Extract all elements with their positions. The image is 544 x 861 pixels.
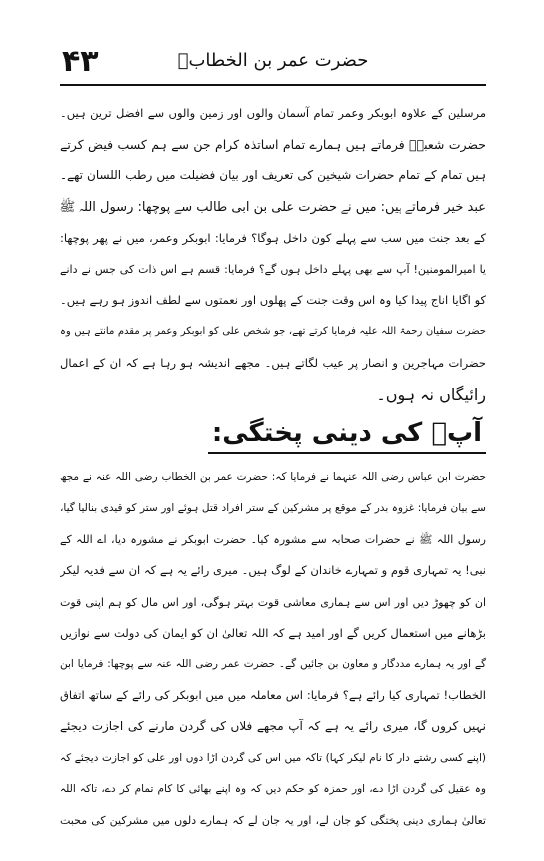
section-title: آپؓ کی دینی پختگی: [208, 418, 486, 454]
text-line: کے بعد جنت میں سب سے پہلے کون داخل ہوگا؟ فرمایا: ابوبکر وعمر، میں نے پھر پوچھا: [60, 230, 486, 245]
text-line: ان کو چھوڑ دیں اور اس سے ہماری معاشی قوت بہتر ہوگی، اور اس مال کو ہم اپنی قوت [60, 595, 486, 609]
text-line: وہ عقیل کی گردن اڑا دے، اور حمزہ کو حکم دیں کہ وہ اپنے بھائی کا کام تمام کر دے، تاکہ اللہ [60, 782, 486, 795]
body-text [60, 98, 486, 836]
text-line: نہیں کروں گا، میری رائے یہ ہے کہ آپ مجھے فلاں کی گردن مارنے کی اجازت دیجئے [60, 719, 486, 734]
text-line: کو اگایا اناج پیدا کیا وہ اس وقت جنت کے پھلوں اور نعمتوں سے لطف اندوز ہو رہے ہیں۔ [60, 293, 486, 308]
text-line: عبد خیر فرماتے ہیں: میں نے حضرت علی بن ابی طالب سے پوچھا: رسول اللہ ﷺ [60, 199, 486, 215]
text-line: حضرات مہاجرین و انصار پر عیب لگاتے ہیں۔ مجھے اندیشہ ہو رہا ہے کہ ان کے اعمال [60, 355, 486, 370]
text-line: حضرت سفیان رحمۃ اللہ علیہ فرمایا کرتے تھے، جو شخص علی کو ابوبکر وعمر پر مقدم مانتے ہیں وہ [60, 326, 486, 338]
running-title: حضرت عمر بن الخطابؓ [177, 50, 369, 71]
text-line: سے بیان فرمایا: غزوہ بدر کے موقع پر مشرکین کے ستر افراد قتل ہوئے اور ستر کو قیدی بنالیا گیا، [60, 502, 486, 515]
page-number: ۴۳ [62, 44, 99, 79]
text-line: الخطاب! تمہاری کیا رائے ہے؟ فرمایا: اس معاملہ میں میں ابوبکر کی رائے کے ساتھ اتفاق [60, 688, 486, 703]
text-line: حضرت شعبہؒ فرماتے ہیں ہمارے تمام اساتذہ کرام جن سے ہم کسب فیض کرتے [60, 137, 486, 153]
text-line: ہیں تمام کے تمام حضرات شیخین کی تعریف اور بیان فضیلت میں رطب اللسان تھے۔ [60, 168, 486, 183]
text-line: رسول اللہ ﷺ نے حضرات صحابہ سے مشورہ کیا۔ حضرت ابوبکر نے مشورہ دیا، اے اللہ کے [60, 533, 486, 547]
text-line: یا امیرالمومنین! آپ سے بھی پہلے داخل ہوں گے؟ فرمایا: قسم ہے اس ذات کی جس نے دانے [60, 262, 486, 276]
running-header [60, 44, 486, 86]
text-line: (اپنے کسی رشتے دار کا نام لیکر کہا) تاکہ میں اس کی گردن اڑا دوں اور علی کو اجازت دیجئے کہ [60, 751, 486, 764]
text-line: تعالیٰ ہماری دینی پختگی کو جان لے، اور یہ جان لے کہ ہمارے دلوں میں مشرکین کی محبت [60, 813, 486, 827]
section-heading [60, 410, 486, 462]
text-line: حضرت ابن عباس رضی اللہ عنہما نے فرمایا کہ: حضرت عمر بن الخطاب رضی اللہ عنہ نے مجھ [60, 470, 486, 483]
text-line: مرسلین کے علاوہ ابوبکر وعمر تمام آسمان والوں اور زمین والوں سے افضل ترین ہیں۔ [60, 106, 486, 120]
text-line: بڑھانے میں استعمال کریں گے اور امید ہے کہ اللہ تعالیٰ ان کو ایمان کی دولت سے نوازیں [60, 625, 486, 640]
text-line: نبی! یہ تمہاری قوم و تمہارے خاندان کے لوگ ہیں۔ میری رائے یہ ہے کہ ان سے فدیہ لیکر [60, 563, 486, 578]
text-line: رائیگاں نہ ہوں۔ [376, 384, 486, 404]
text-line: گے اور یہ ہمارے مددگار و معاون بن جائیں گے۔ حضرت عمر رضی اللہ عنہ سے پوچھا: فرمایا ابن [60, 658, 486, 670]
